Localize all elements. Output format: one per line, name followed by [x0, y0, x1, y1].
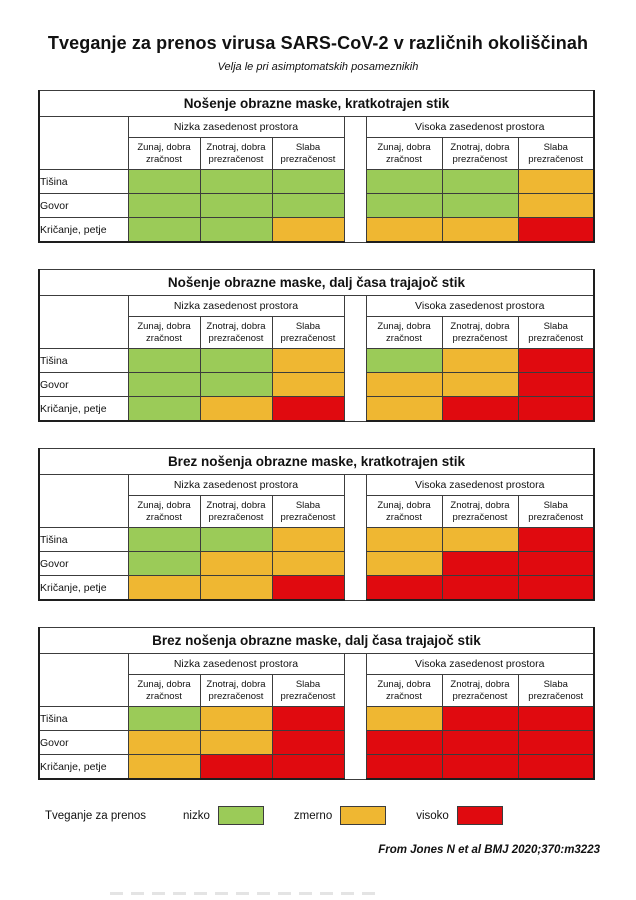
legend-item-label: zmerno [293, 809, 333, 822]
bottom-dashed-line [110, 892, 378, 895]
corner-cell [39, 475, 128, 528]
legend [0, 806, 636, 825]
group-spacer [344, 117, 366, 243]
risk-cell [128, 218, 200, 243]
risk-cell [200, 755, 272, 780]
risk-cell [442, 576, 518, 601]
risk-cell [518, 373, 594, 397]
column-group-header: Nizka zasedenost prostora [128, 296, 344, 317]
risk-cell [128, 349, 200, 373]
risk-cell [200, 397, 272, 422]
legend-item-label: visoko [416, 809, 449, 822]
table-title: Brez nošenja obrazne maske, kratkotrajen stik [39, 449, 594, 475]
row-label: Tišina [39, 528, 128, 552]
risk-cell [128, 576, 200, 601]
page-title: Tveganje za prenos virusa SARS-CoV-2 v različnih okoliščinah [47, 33, 589, 53]
column-header: Slaba prezračenost [518, 675, 594, 707]
risk-cell [518, 755, 594, 780]
column-header: Zunaj, dobra zračnost [366, 675, 442, 707]
risk-cell [366, 373, 442, 397]
risk-cell [518, 552, 594, 576]
risk-table [38, 448, 595, 601]
risk-cell [518, 349, 594, 373]
legend-swatch [340, 806, 386, 825]
column-header: Slaba prezračenost [518, 138, 594, 170]
row-label: Kričanje, petje [39, 755, 128, 780]
column-header: Znotraj, dobra prezračenost [442, 138, 518, 170]
group-spacer [344, 654, 366, 780]
risk-cell [366, 194, 442, 218]
corner-cell [39, 296, 128, 349]
legend-item [294, 806, 386, 825]
column-header: Znotraj, dobra prezračenost [442, 317, 518, 349]
column-header: Znotraj, dobra prezračenost [200, 496, 272, 528]
column-header: Zunaj, dobra zračnost [128, 675, 200, 707]
row-label: Tišina [39, 349, 128, 373]
risk-cell [200, 194, 272, 218]
risk-cell [272, 397, 344, 422]
column-header: Zunaj, dobra zračnost [366, 496, 442, 528]
risk-cell [518, 218, 594, 243]
column-group-header: Nizka zasedenost prostora [128, 654, 344, 675]
risk-cell [442, 552, 518, 576]
risk-cell [128, 707, 200, 731]
risk-cell [366, 731, 442, 755]
risk-cell [272, 528, 344, 552]
risk-cell [442, 731, 518, 755]
row-label: Tišina [39, 707, 128, 731]
risk-cell [442, 349, 518, 373]
legend-item [416, 806, 503, 825]
risk-cell [366, 349, 442, 373]
legend-swatch [218, 806, 264, 825]
risk-cell [366, 552, 442, 576]
legend-item [183, 806, 264, 825]
column-header: Slaba prezračenost [272, 138, 344, 170]
risk-cell [442, 218, 518, 243]
risk-cell [272, 373, 344, 397]
column-header: Slaba prezračenost [272, 496, 344, 528]
column-group-header: Visoka zasedenost prostora [366, 475, 594, 496]
column-header: Zunaj, dobra zračnost [366, 317, 442, 349]
row-label: Govor [39, 731, 128, 755]
risk-cell [442, 707, 518, 731]
column-header: Znotraj, dobra prezračenost [442, 675, 518, 707]
column-group-header: Visoka zasedenost prostora [366, 296, 594, 317]
risk-cell [272, 349, 344, 373]
column-header: Slaba prezračenost [272, 317, 344, 349]
risk-cell [518, 397, 594, 422]
column-header: Zunaj, dobra zračnost [128, 496, 200, 528]
risk-cell [272, 755, 344, 780]
risk-cell [128, 528, 200, 552]
risk-cell [200, 576, 272, 601]
row-label: Kričanje, petje [39, 576, 128, 601]
risk-cell [366, 576, 442, 601]
risk-cell [272, 194, 344, 218]
risk-cell [442, 528, 518, 552]
page-subtitle: Velja le pri asimptomatskih posameznikih [217, 61, 419, 73]
risk-cell [518, 170, 594, 194]
source-citation: From Jones N et al BMJ 2020;370:m3223 [378, 844, 600, 856]
column-header: Znotraj, dobra prezračenost [200, 138, 272, 170]
risk-cell [518, 576, 594, 601]
table-title: Nošenje obrazne maske, dalj časa trajajoč stik [39, 270, 594, 296]
column-header: Znotraj, dobra prezračenost [200, 317, 272, 349]
risk-cell [442, 194, 518, 218]
corner-cell [39, 117, 128, 170]
group-spacer [344, 475, 366, 601]
risk-table [38, 90, 595, 243]
risk-cell [200, 170, 272, 194]
risk-cell [518, 731, 594, 755]
risk-table [38, 627, 595, 780]
risk-cell [128, 373, 200, 397]
risk-cell [518, 194, 594, 218]
risk-cell [128, 194, 200, 218]
column-group-header: Nizka zasedenost prostora [128, 475, 344, 496]
risk-cell [200, 373, 272, 397]
risk-cell [128, 552, 200, 576]
risk-cell [200, 552, 272, 576]
row-label: Kričanje, petje [39, 397, 128, 422]
risk-tables-container [38, 90, 636, 780]
column-group-header: Nizka zasedenost prostora [128, 117, 344, 138]
risk-cell [272, 170, 344, 194]
table-title: Brez nošenja obrazne maske, dalj časa trajajoč stik [39, 628, 594, 654]
legend-items [166, 806, 503, 825]
risk-cell [272, 576, 344, 601]
risk-cell [442, 170, 518, 194]
risk-cell [366, 528, 442, 552]
risk-cell [366, 218, 442, 243]
risk-cell [518, 707, 594, 731]
risk-cell [128, 397, 200, 422]
table-title: Nošenje obrazne maske, kratkotrajen stik [39, 91, 594, 117]
risk-table [38, 269, 595, 422]
risk-cell [366, 170, 442, 194]
risk-cell [366, 755, 442, 780]
risk-cell [272, 218, 344, 243]
corner-cell [39, 654, 128, 707]
column-header: Slaba prezračenost [518, 317, 594, 349]
risk-cell [128, 731, 200, 755]
row-label: Tišina [39, 170, 128, 194]
risk-cell [128, 755, 200, 780]
column-header: Zunaj, dobra zračnost [128, 138, 200, 170]
row-label: Govor [39, 373, 128, 397]
risk-cell [200, 349, 272, 373]
risk-cell [366, 397, 442, 422]
risk-cell [200, 731, 272, 755]
risk-cell [518, 528, 594, 552]
risk-cell [200, 707, 272, 731]
risk-cell [200, 528, 272, 552]
group-spacer [344, 296, 366, 422]
column-header: Slaba prezračenost [518, 496, 594, 528]
legend-label: Tveganje za prenos [45, 809, 147, 822]
risk-cell [128, 170, 200, 194]
row-label: Govor [39, 194, 128, 218]
row-label: Govor [39, 552, 128, 576]
row-label: Kričanje, petje [39, 218, 128, 243]
risk-cell [442, 755, 518, 780]
risk-cell [272, 552, 344, 576]
risk-cell [442, 373, 518, 397]
risk-cell [272, 707, 344, 731]
risk-cell [442, 397, 518, 422]
legend-item-label: nizko [183, 809, 210, 822]
column-header: Znotraj, dobra prezračenost [442, 496, 518, 528]
legend-swatch [457, 806, 503, 825]
column-header: Zunaj, dobra zračnost [366, 138, 442, 170]
column-header: Zunaj, dobra zračnost [128, 317, 200, 349]
column-header: Znotraj, dobra prezračenost [200, 675, 272, 707]
column-group-header: Visoka zasedenost prostora [366, 117, 594, 138]
risk-cell [200, 218, 272, 243]
column-group-header: Visoka zasedenost prostora [366, 654, 594, 675]
column-header: Slaba prezračenost [272, 675, 344, 707]
risk-cell [366, 707, 442, 731]
risk-cell [272, 731, 344, 755]
